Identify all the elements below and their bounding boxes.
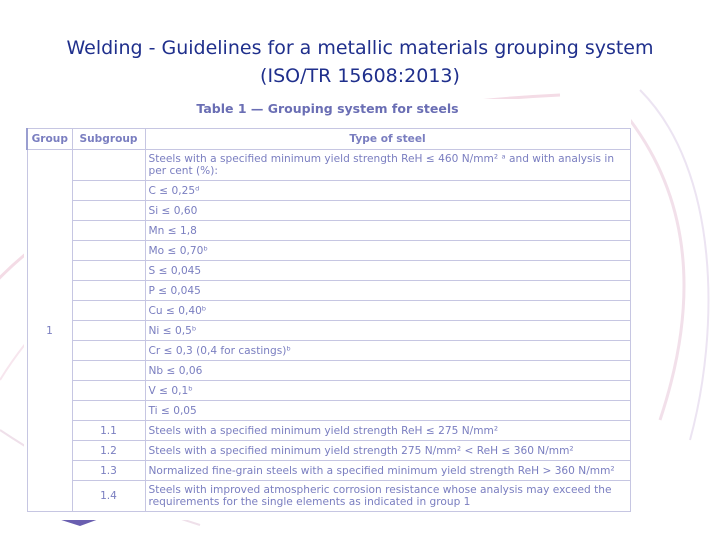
table-row xyxy=(27,341,630,361)
type-cell-element: Cr ≤ 0,3 (0,4 for castings)ᵇ xyxy=(145,341,630,361)
subgroup-cell-1-2: 1.2 xyxy=(72,441,145,461)
type-cell-element: Si ≤ 0,60 xyxy=(145,201,630,221)
steel-grouping-table xyxy=(26,128,631,512)
subgroup-cell xyxy=(72,401,145,421)
table-row xyxy=(27,181,630,201)
table-row xyxy=(27,321,630,341)
type-cell-element: Ni ≤ 0,5ᵇ xyxy=(145,321,630,341)
type-cell-element: Mn ≤ 1,8 xyxy=(145,221,630,241)
type-cell-element: Cu ≤ 0,40ᵇ xyxy=(145,301,630,321)
type-cell-element: Nb ≤ 0,06 xyxy=(145,361,630,381)
subgroup-cell xyxy=(72,261,145,281)
header-subgroup: Subgroup xyxy=(72,129,145,150)
table-row xyxy=(27,461,630,481)
subgroup-cell-1-1: 1.1 xyxy=(72,421,145,441)
subgroup-cell xyxy=(72,341,145,361)
subgroup-cell xyxy=(72,381,145,401)
header-type-of-steel: Type of steel xyxy=(145,129,630,150)
type-cell-element: C ≤ 0,25ᵈ xyxy=(145,181,630,201)
subgroup-cell xyxy=(72,301,145,321)
table-row xyxy=(27,201,630,221)
subgroup-cell xyxy=(72,241,145,261)
table-row xyxy=(27,401,630,421)
subgroup-cell xyxy=(72,281,145,301)
type-cell-1-3: Normalized fine-grain steels with a specified minimum yield strength ReH > 360 N/mm² xyxy=(145,461,630,481)
type-cell-element: S ≤ 0,045 xyxy=(145,261,630,281)
table-row xyxy=(27,221,630,241)
table-row xyxy=(27,361,630,381)
group-cell: 1 xyxy=(27,150,72,512)
type-cell-1-4: Steels with improved atmospheric corrosion resistance whose analysis may exceed the requirements for the single elements as indicated in group 1 xyxy=(145,481,630,512)
table-caption: Table 1 — Grouping system for steels xyxy=(196,101,459,116)
subgroup-cell xyxy=(72,321,145,341)
table-row xyxy=(27,481,630,512)
subgroup-cell-1-3: 1.3 xyxy=(72,461,145,481)
table-row xyxy=(27,421,630,441)
table-row xyxy=(27,150,630,181)
subgroup-cell-1-4: 1.4 xyxy=(72,481,145,512)
type-cell-element: V ≤ 0,1ᵇ xyxy=(145,381,630,401)
subgroup-cell xyxy=(72,150,145,181)
slide-title xyxy=(30,34,690,90)
table-row xyxy=(27,441,630,461)
subgroup-cell xyxy=(72,201,145,221)
type-cell-1-1: Steels with a specified minimum yield strength ReH ≤ 275 N/mm² xyxy=(145,421,630,441)
type-cell-element: Ti ≤ 0,05 xyxy=(145,401,630,421)
subgroup-cell xyxy=(72,221,145,241)
table-row xyxy=(27,241,630,261)
header-group: Group xyxy=(27,129,72,150)
table-header-row xyxy=(27,129,630,150)
type-cell-1-2: Steels with a specified minimum yield strength 275 N/mm² < ReH ≤ 360 N/mm² xyxy=(145,441,630,461)
slide-title-line-1: Welding - Guidelines for a metallic materials grouping system xyxy=(66,37,654,59)
subgroup-cell xyxy=(72,361,145,381)
table-row xyxy=(27,261,630,281)
steel-grouping-table-panel xyxy=(24,99,631,520)
type-cell-intro: Steels with a specified minimum yield strength ReH ≤ 460 N/mm² ᵃ and with analysis in per cent (%): xyxy=(145,150,630,181)
type-cell-element: Mo ≤ 0,70ᵇ xyxy=(145,241,630,261)
slide-title-line-2: (ISO/TR 15608:2013) xyxy=(260,65,460,87)
subgroup-cell xyxy=(72,181,145,201)
table-row xyxy=(27,301,630,321)
type-cell-element: P ≤ 0,045 xyxy=(145,281,630,301)
table-row xyxy=(27,281,630,301)
table-row xyxy=(27,381,630,401)
